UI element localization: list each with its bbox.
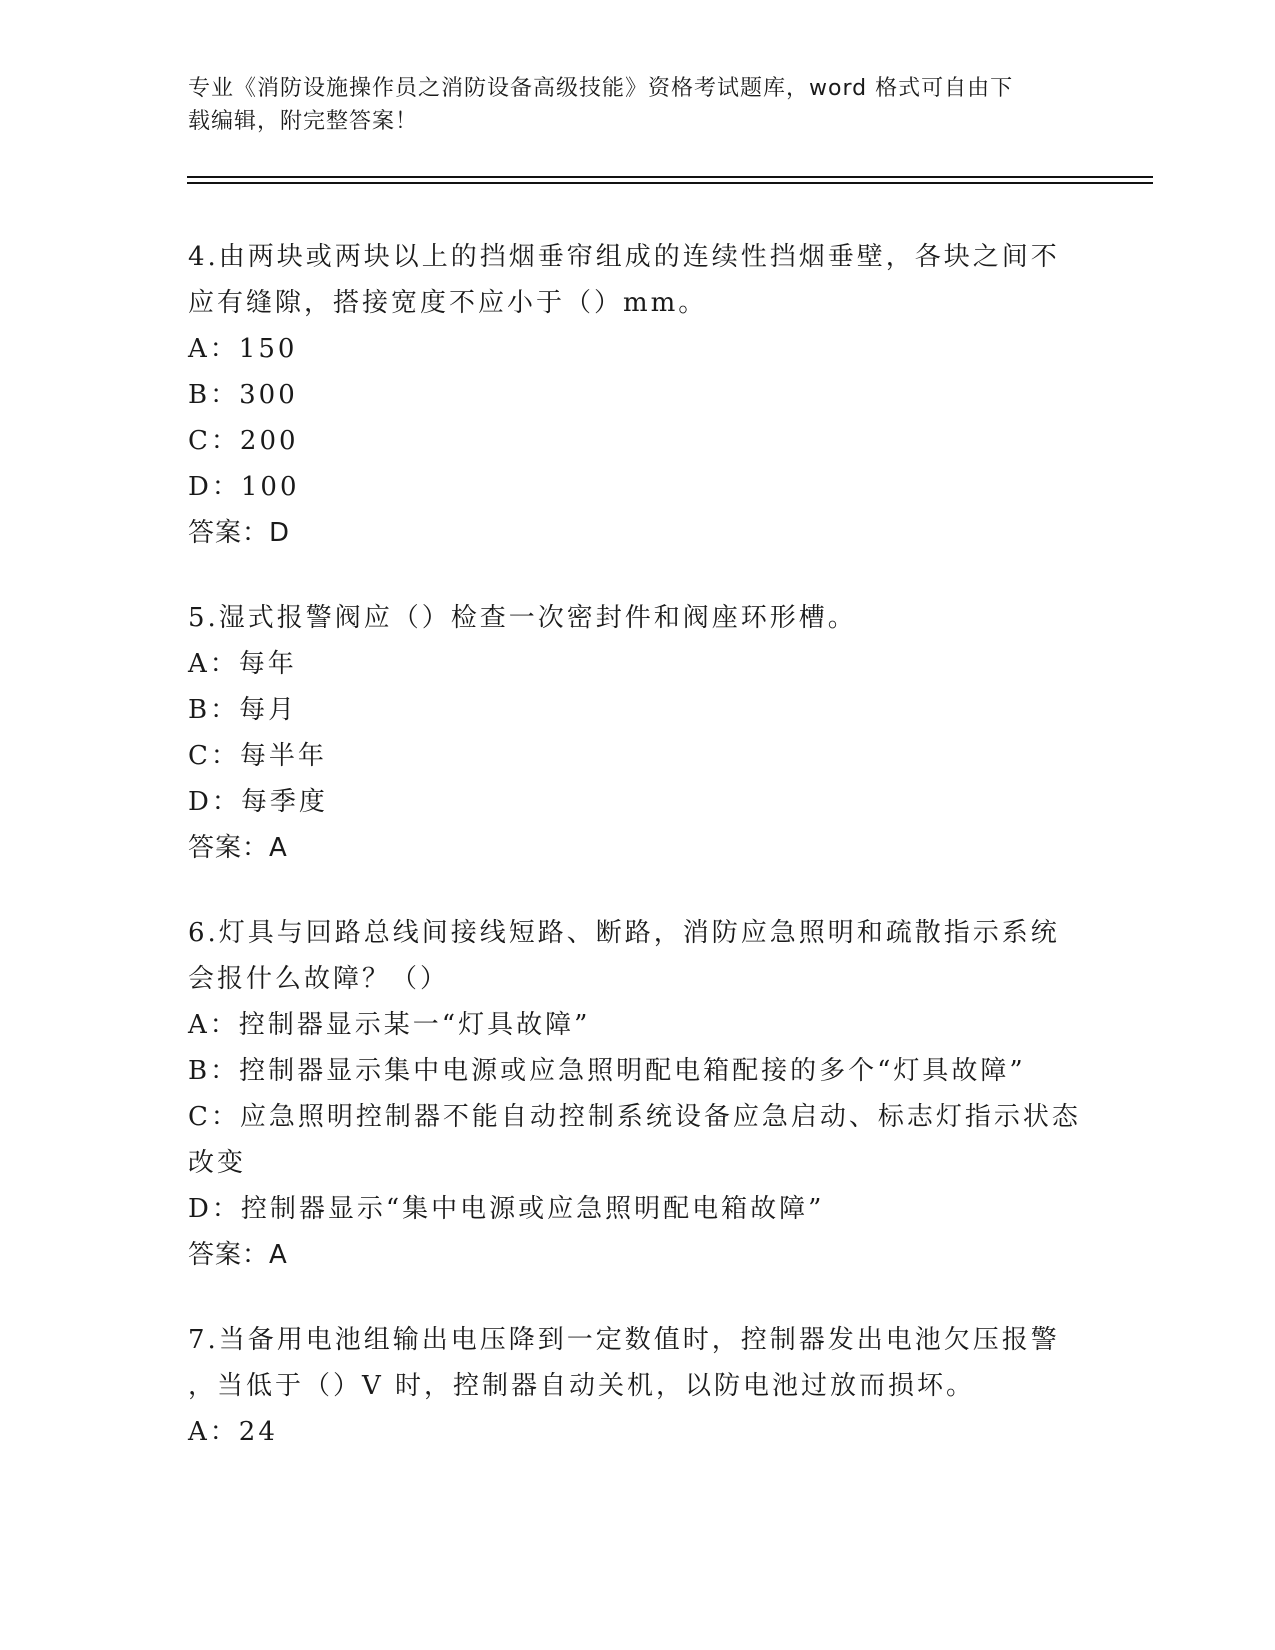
option-c [188, 733, 1088, 779]
header-divider-top [187, 176, 1153, 178]
option-a [188, 641, 1088, 687]
question-stem-line: 应有缝隙，搭接宽度不应小于（）mm。 [188, 288, 708, 318]
option-label: A： [188, 334, 239, 364]
option-text: 控制器显示“集中电源或应急照明配电箱故障” [240, 1194, 825, 1224]
option-d [188, 1186, 1088, 1232]
option-a [188, 1409, 1088, 1455]
question-4 [188, 234, 1088, 556]
option-d [188, 779, 1088, 825]
answer-text: 答案：D [188, 518, 291, 548]
option-label: A： [188, 649, 239, 679]
option-label: A： [188, 1010, 239, 1040]
option-text: 应急照明控制器不能自动控制系统设备应急启动、标志灯指示状态 [239, 1102, 1081, 1132]
header-divider-bottom [187, 182, 1153, 184]
option-text: 150 [238, 334, 298, 364]
option-label: D： [188, 472, 241, 502]
option-label: D： [188, 787, 241, 817]
option-b [188, 1048, 1088, 1094]
option-d [188, 464, 1088, 510]
question-stem-line: 会报什么故障？（） [188, 964, 450, 994]
document-header [188, 72, 1078, 138]
option-c [188, 1094, 1088, 1140]
answer-text: 答案：A [188, 1240, 288, 1270]
option-b [188, 372, 1088, 418]
option-label: B： [188, 380, 240, 410]
question-stem-line: 6.灯具与回路总线间接线短路、断路，消防应急照明和疏散指示系统 [188, 918, 1060, 948]
header-line-2: 载编辑，附完整答案！ [188, 109, 419, 134]
option-label: C： [188, 426, 240, 456]
question-list [188, 234, 1088, 1494]
option-a [188, 326, 1088, 372]
answer-text: 答案：A [188, 833, 288, 863]
option-c-continuation: 改变 [188, 1148, 247, 1178]
option-text: 控制器显示集中电源或应急照明配电箱配接的多个“灯具故障” [239, 1056, 1026, 1086]
option-text: 24 [238, 1417, 278, 1447]
option-label: C： [188, 1102, 240, 1132]
question-stem-line: 7.当备用电池组输出电压降到一定数值时，控制器发出电池欠压报警 [188, 1325, 1060, 1355]
option-a [188, 1002, 1088, 1048]
question-stem-line: ，当低于（）V 时，控制器自动关机，以防电池过放而损坏。 [188, 1371, 976, 1401]
option-label: B： [188, 1056, 240, 1086]
option-text: 100 [240, 472, 300, 502]
option-text: 每半年 [239, 741, 327, 771]
question-stem-line: 4.由两块或两块以上的挡烟垂帘组成的连续性挡烟垂壁，各块之间不 [188, 242, 1060, 272]
option-text: 300 [239, 380, 298, 410]
option-text: 每年 [238, 649, 297, 679]
header-line-1: 专业《消防设施操作员之消防设备高级技能》资格考试题库，word 格式可自由下 [188, 76, 1014, 101]
option-text: 每月 [239, 695, 298, 725]
option-c [188, 418, 1088, 464]
option-label: D： [188, 1194, 241, 1224]
option-text: 每季度 [240, 787, 328, 817]
option-label: B： [188, 695, 240, 725]
question-stem-line: 5.湿式报警阀应（）检查一次密封件和阀座环形槽。 [188, 603, 857, 633]
option-label: C： [188, 741, 240, 771]
option-text: 200 [239, 426, 299, 456]
option-text: 控制器显示某一“灯具故障” [238, 1010, 591, 1040]
option-b [188, 687, 1088, 733]
question-7 [188, 1317, 1088, 1455]
option-label: A： [188, 1417, 239, 1447]
question-6 [188, 910, 1088, 1278]
question-5 [188, 595, 1088, 871]
